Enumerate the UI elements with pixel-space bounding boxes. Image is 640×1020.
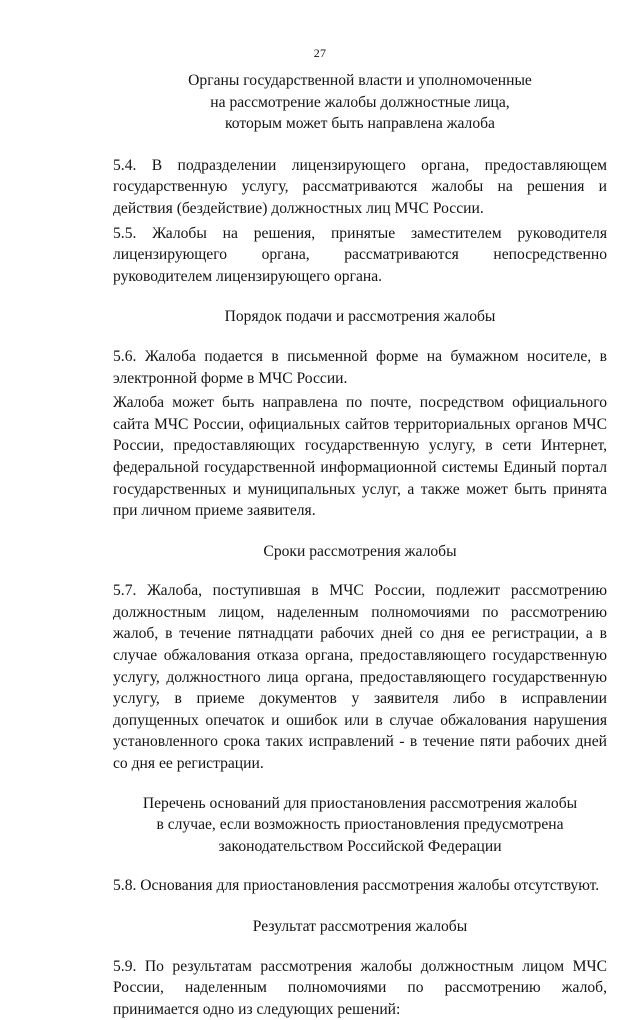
heading-line: Сроки рассмотрения жалобы [263,542,457,560]
section-heading-result [113,916,607,938]
heading-line: законодательством Российской Федерации [218,837,502,855]
document-body [113,70,607,1020]
paragraph-5-5: 5.5. Жалобы на решения, принятые заместителем руководителя лицензирующего органа, рассматриваются непосредственно руководителем лицензирующего органа. [113,224,607,285]
section-heading-suspension [113,793,607,858]
heading-line: Порядок подачи и рассмотрения жалобы [224,308,496,326]
paragraph-5-4: 5.4. В подразделении лицензирующего органа, предоставляющем государственную услугу, рассматриваются жалобы на решения и действия (бездействие) должностных лиц МЧС России. [113,156,607,217]
heading-line: в случае, если возможность приостановления предусмотрена [156,816,564,834]
heading-line: на рассмотрение жалобы должностные лица, [210,93,510,111]
heading-line: которым может быть направлена жалоба [225,115,495,133]
paragraph-5-6: 5.6. Жалоба подается в письменной форме на бумажном носителе, в электронной форме в МЧС России. [113,347,607,387]
heading-line: Результат рассмотрения жалобы [252,918,468,935]
paragraph-5-8: 5.8. Основания для приостановления рассмотрения жалобы отсутствуют. [113,877,600,895]
section-heading-authorities [113,70,607,135]
section-heading-deadlines [113,541,607,563]
heading-line: Перечень оснований для приостановления рассмотрения жалобы [142,794,578,812]
heading-line: Органы государственной власти и уполномоченные [188,72,532,89]
page-number: 27 [313,46,327,60]
paragraph-5-9: 5.9. По результатам рассмотрения жалобы должностным лицом МЧС России, наделенным полномочиями по рассмотрению жалоб, принимается одно из следующих решений: [113,957,607,1018]
paragraph-5-6-channels: Жалоба может быть направлена по почте, посредством официального сайта МЧС России, официальных сайтов территориальных органов МЧС России, предоставляющих государственную услугу, в сети Интернет, федеральной государственной информационной системы Единый портал государственных и муниципальных услуг, а также может быть принята при личном приеме заявителя. [113,394,607,520]
paragraph-5-7: 5.7. Жалоба, поступившая в МЧС России, подлежит рассмотрению должностным лицом, наделенным полномочиями по рассмотрению жалоб, в течение пятнадцати рабочих дней со дня ее регистрации, а в случае обжалования отказа органа, предоставляющего государственную услугу, должностного лица органа, предоставляющего государственную услугу, в приеме документов у заявителя либо в исправлении допущенных опечаток и ошибок или в случае обжалования нарушения установленного срока таких исправлений - в течение пяти рабочих дней со дня ее регистрации. [113,582,607,773]
section-heading-procedure [113,306,607,328]
